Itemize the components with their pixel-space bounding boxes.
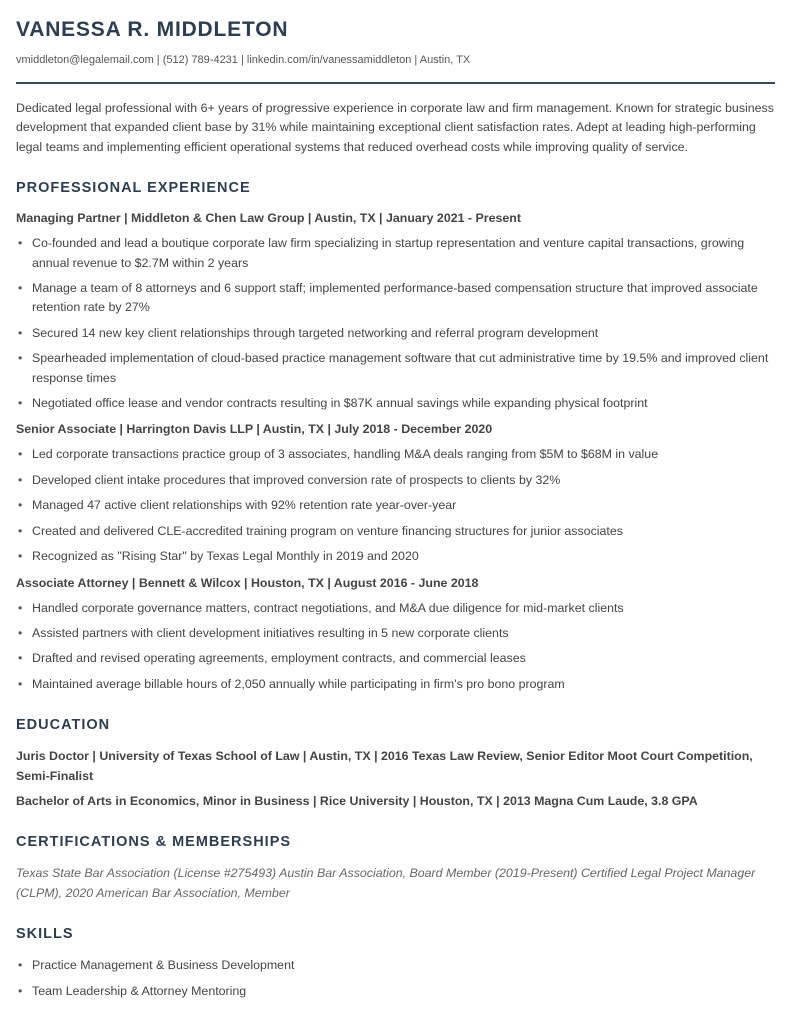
job-bullet: • Drafted and revised operating agreements, employment contracts, and commercial leases — [16, 649, 775, 668]
education-item: Juris Doctor | University of Texas School of Law | Austin, TX | 2016 Texas Law Review, Senior Editor Moot Court Competition, Semi-Finalist — [16, 749, 753, 783]
education-section — [16, 716, 775, 811]
job-bullet: • Created and delivered CLE-accredited training program on venture financing structures for junior associates — [16, 522, 775, 541]
certifications-text: Texas State Bar Association (License #275493) Austin Bar Association, Board Member (2019-Present) Certified Legal Project Manager (CLPM), 2020 American Bar Association, Member — [16, 866, 756, 900]
job-bullet: • Spearheaded implementation of cloud-based practice management software that cut administrative time by 19.5% and improved client response times — [16, 349, 775, 388]
certifications-section — [16, 833, 775, 903]
skills-section — [16, 925, 775, 1001]
job-entry — [16, 574, 775, 695]
skill-item: • Practice Management & Business Development — [16, 956, 775, 975]
skills-heading: SKILLS — [16, 926, 74, 943]
job-entry — [16, 209, 775, 413]
job-bullet: • Recognized as "Rising Star" by Texas Legal Monthly in 2019 and 2020 — [16, 547, 775, 566]
header-divider — [16, 82, 775, 84]
job-bullet: • Secured 14 new key client relationships through targeted networking and referral program development — [16, 324, 775, 343]
job-bullet: • Managed 47 active client relationships with 92% retention rate year-over-year — [16, 496, 775, 515]
job-title: Associate Attorney | Bennett & Wilcox | Houston, TX | August 2016 - June 2018 — [16, 575, 479, 590]
education-heading: EDUCATION — [16, 717, 111, 734]
job-bullets — [16, 234, 775, 413]
certifications-heading: CERTIFICATIONS & MEMBERSHIPS — [16, 834, 292, 851]
job-bullet: • Manage a team of 8 attorneys and 6 support staff; implemented performance-based compensation structure that improved associate retention rate by 27% — [16, 279, 775, 318]
experience-section — [16, 179, 775, 694]
skill-item: • Team Leadership & Attorney Mentoring — [16, 982, 775, 1001]
job-bullet: • Handled corporate governance matters, contract negotiations, and M&A due diligence for mid-market clients — [16, 599, 775, 618]
job-bullet: • Co-founded and lead a boutique corporate law firm specializing in startup representation and venture capital transactions, growing annual revenue to $2.7M within 2 years — [16, 234, 775, 273]
job-bullets — [16, 599, 775, 695]
candidate-name: VANESSA R. MIDDLETON — [16, 18, 289, 41]
education-item: Bachelor of Arts in Economics, Minor in Business | Rice University | Houston, TX | 2013 Magna Cum Laude, 3.8 GPA — [16, 793, 698, 808]
job-bullet: • Developed client intake procedures that improved conversion rate of prospects to clients by 32% — [16, 471, 775, 490]
job-bullets — [16, 445, 775, 566]
skills-list — [16, 956, 775, 1001]
job-entry — [16, 420, 775, 566]
contact-line: vmiddleton@legalemail.com | (512) 789-4231 | linkedin.com/in/vanessamiddleton | Austin, TX — [16, 54, 471, 66]
professional-summary: Dedicated legal professional with 6+ years of progressive experience in corporate law and firm management. Known for strategic business development that expanded client base by 31% while maintaining exceptional client satisfaction rates. Adept at leading high-performing legal teams and implementing efficient operational systems that reduced overhead costs while improving quality of service. — [16, 101, 774, 154]
job-bullet: • Led corporate transactions practice group of 3 associates, handling M&A deals ranging from $5M to $68M in value — [16, 445, 775, 464]
job-bullet: • Assisted partners with client development initiatives resulting in 5 new corporate clients — [16, 624, 775, 643]
job-title: Senior Associate | Harrington Davis LLP | Austin, TX | July 2018 - December 2020 — [16, 422, 493, 437]
experience-heading: PROFESSIONAL EXPERIENCE — [16, 180, 251, 197]
job-bullet: • Maintained average billable hours of 2,050 annually while participating in firm's pro bono program — [16, 675, 775, 694]
job-bullet: • Negotiated office lease and vendor contracts resulting in $87K annual savings while expanding physical footprint — [16, 394, 775, 413]
job-title: Managing Partner | Middleton & Chen Law Group | Austin, TX | January 2021 - Present — [16, 211, 521, 226]
